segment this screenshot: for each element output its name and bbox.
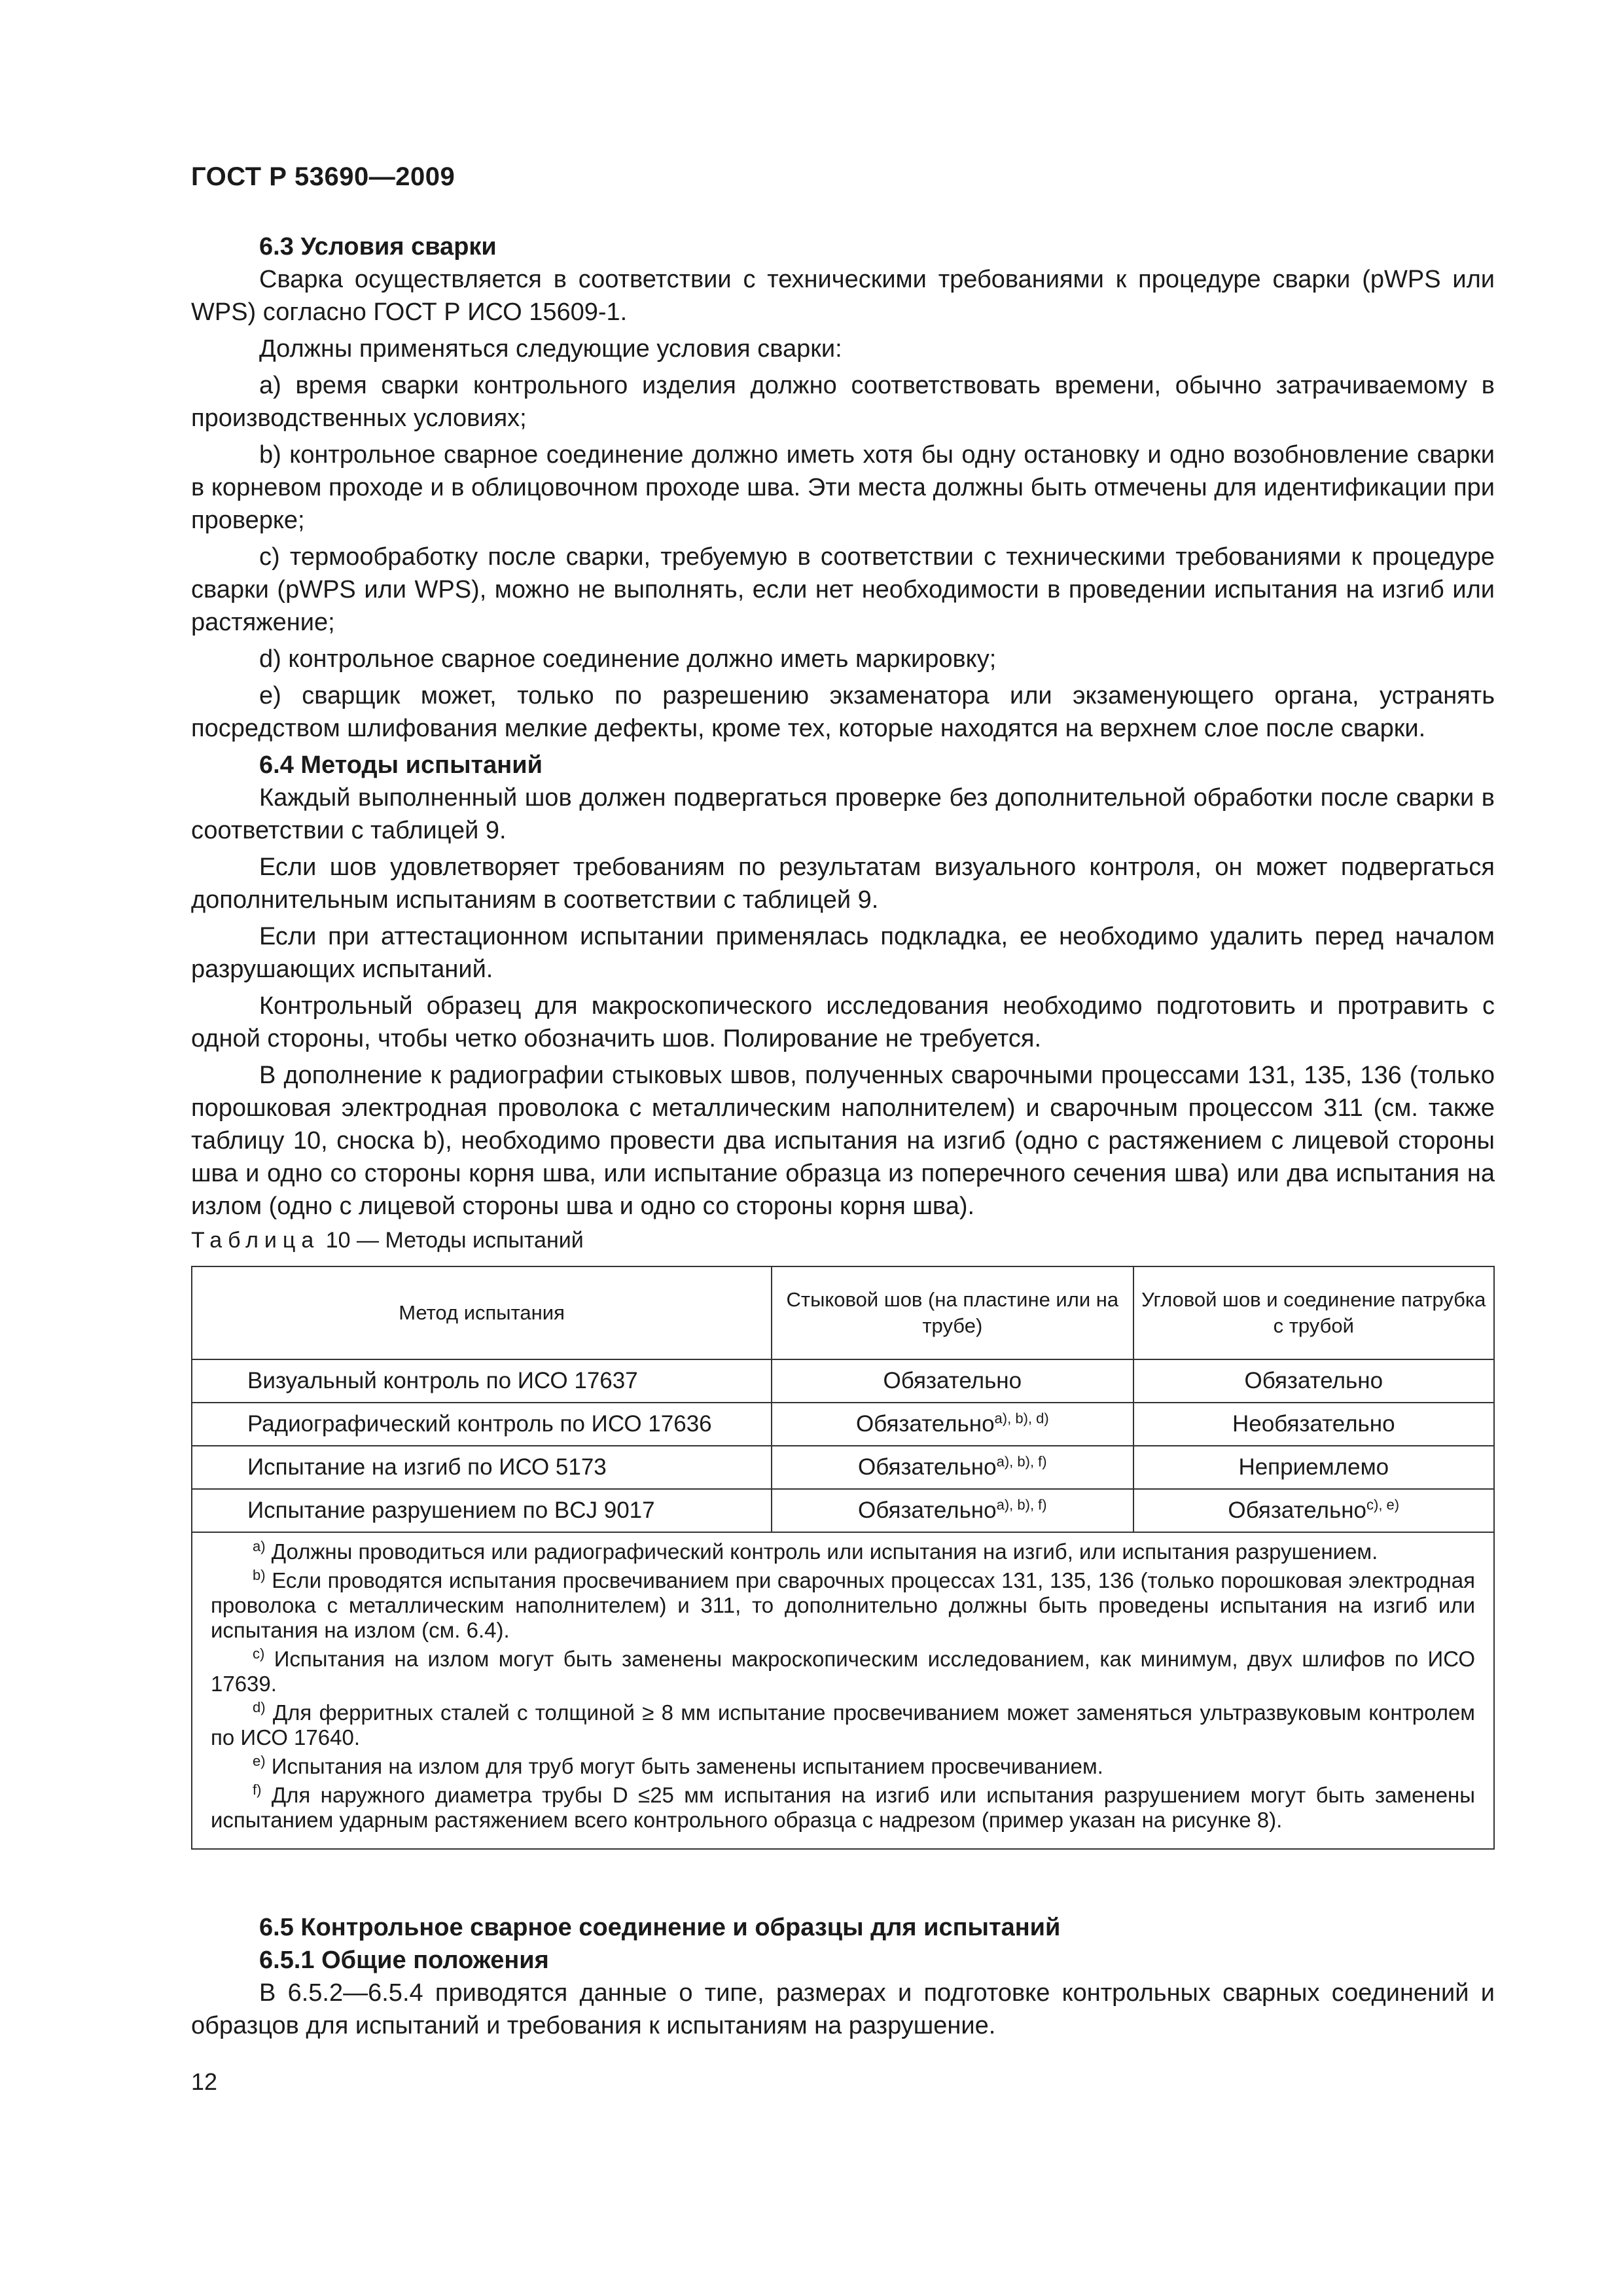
footnote: $^{e)}$ Испытания на излом для труб могут быть заменены испытанием просвечиванием.	[253, 1753, 1103, 1778]
paragraph: Если шов удовлетворяет требованиям по результатам визуального контроля, он может подвергаться дополнительным испытаниям в соответствии с таблицей 9.	[191, 853, 1495, 914]
paragraph: Контрольный образец для макроскопического исследования необходимо подготовить и протравить с одной стороны, чтобы четко обозначить шов. Полирование не требуется.	[191, 992, 1495, 1052]
section-6-5	[191, 1911, 1495, 2046]
column-header-fillet-weld: Угловой шов и соединение патрубка с трубой	[1133, 1266, 1494, 1359]
column-header-butt-weld: Стыковой шов (на пластине или на трубе)	[772, 1266, 1133, 1359]
methods-table	[191, 1266, 1495, 1850]
method-cell: Испытание разрушением по BCJ 9017	[192, 1489, 772, 1532]
list-item: b) контрольное сварное соединение должно иметь хотя бы одну остановку и одно возобновление сварки в корневом проходе и в облицовочном проходе шва. Эти места должны быть отмечены для идентификации при проверке;	[191, 441, 1495, 534]
fillet-cell: Необязательно	[1133, 1403, 1494, 1446]
paragraph: Каждый выполненный шов должен подвергаться проверке без дополнительной обработки после сварки в соответствии с таблицей 9.	[191, 784, 1495, 844]
method-cell: Испытание на изгиб по ИСО 5173	[192, 1446, 772, 1489]
fillet-cell: Обязательно	[1133, 1359, 1494, 1403]
paragraph: Сварка осуществляется в соответствии с техническими требованиями к процедуре сварки (pWPS или WPS) согласно ГОСТ Р ИСО 15609-1.	[191, 266, 1495, 326]
table-notes	[192, 1532, 1494, 1849]
paragraph: В дополнение к радиографии стыковых швов, полученных сварочными процессами 131, 135, 136 (только порошковая электродная проволока с металлическим наполнителем) и сварочным процессом 311 (см. также таблицу 10, сноска b), необходимо провести два испытания на изгиб (одно с растяжением с лицевой стороны шва и одно со стороны корня шва, или испытание образца из поперечного сечения шва) или два испытания на излом (одно с лицевой стороны шва и одно со стороны корня шва).	[191, 1062, 1495, 1220]
list-item: d) контрольное сварное соединение должно иметь маркировку;	[259, 645, 997, 673]
section-6-5-1-heading: 6.5.1 Общие положения	[259, 1946, 549, 1974]
section-6-3-heading: 6.3 Условия сварки	[259, 233, 497, 260]
butt-cell: Обязательно$^{a), b), d)}$	[772, 1403, 1133, 1446]
footnote: $^{f)}$ Для наружного диаметра трубы D ≤25 мм испытания на изгиб или испытания разрушением могут быть заменены испытанием ударным растяжением всего контрольного образца с надрезом (пример указан на рисунке 8).	[211, 1782, 1475, 1832]
section-6-4-heading: 6.4 Методы испытаний	[259, 751, 543, 779]
table-header-row	[192, 1266, 1494, 1359]
butt-cell: Обязательно$^{a), b), f)}$	[772, 1446, 1133, 1489]
document-header: ГОСТ Р 53690—2009	[191, 162, 455, 191]
fillet-cell: Неприемлемо	[1133, 1446, 1494, 1489]
footnote: $^{d)}$ Для ферритных сталей с толщиной ≥ 8 мм испытание просвечиванием может заменяться ультразвуковым контролем по ИСО 17640.	[211, 1699, 1475, 1749]
paragraph: Если при аттестационном испытании применялась подкладка, ее необходимо удалить перед началом разрушающих испытаний.	[191, 923, 1495, 983]
column-header-method: Метод испытания	[192, 1266, 772, 1359]
table-row	[192, 1403, 1494, 1446]
footnote: $^{b)}$ Если проводятся испытания просвечиванием при сварочных процессах 131, 135, 136 (только порошковая электродная проволока с металлическим наполнителем) и 311, то дополнительно должны быть проведены испытания на изгиб или испытания на излом (см. 6.4).	[211, 1567, 1475, 1642]
list-item: с) термообработку после сварки, требуемую в соответствии с техническими требованиями к процедуре сварки (pWPS или WPS), можно не выполнять, если нет необходимости в проведении испытания на изгиб или растяжение;	[191, 543, 1495, 636]
butt-cell: Обязательно	[772, 1359, 1133, 1403]
table-row	[192, 1446, 1494, 1489]
list-item: е) сварщик может, только по разрешению экзаменатора или экзаменующего органа, устранять посредством шлифования мелкие дефекты, кроме тех, которые находятся на верхнем слое после сварки.	[191, 682, 1495, 742]
method-cell: Радиографический контроль по ИСО 17636	[192, 1403, 772, 1446]
table-caption-title: 10 — Методы испытаний	[319, 1228, 584, 1253]
paragraph: Должны применяться следующие условия сварки:	[259, 335, 842, 363]
table-caption	[191, 1228, 584, 1253]
table-row	[192, 1359, 1494, 1403]
table-notes-row	[192, 1532, 1494, 1849]
list-item: а) время сварки контрольного изделия должно соответствовать времени, обычно затрачиваемому в производственных условиях;	[191, 372, 1495, 432]
table-caption-prefix: Таблица	[191, 1228, 320, 1253]
fillet-cell: Обязательно$^{c), e)}$	[1133, 1489, 1494, 1532]
section-6-5-heading: 6.5 Контрольное сварное соединение и образцы для испытаний	[259, 1914, 1061, 1941]
footnote: $^{c)}$ Испытания на излом могут быть заменены макроскопическим исследованием, как минимум, двух шлифов по ИСО 17639.	[211, 1645, 1475, 1696]
paragraph: В 6.5.2—6.5.4 приводятся данные о типе, размерах и подготовке контрольных сварных соединений и образцов для испытаний и требования к испытаниям на разрушение.	[191, 1979, 1495, 2039]
butt-cell: Обязательно$^{a), b), f)}$	[772, 1489, 1133, 1532]
method-cell: Визуальный контроль по ИСО 17637	[192, 1359, 772, 1403]
table-row	[192, 1489, 1494, 1532]
main-content	[191, 230, 1495, 1227]
footnote: $^{a)}$ Должны проводиться или радиографический контроль или испытания на изгиб, или испытания разрушением.	[253, 1538, 1378, 1564]
page-number: 12	[191, 2068, 218, 2095]
